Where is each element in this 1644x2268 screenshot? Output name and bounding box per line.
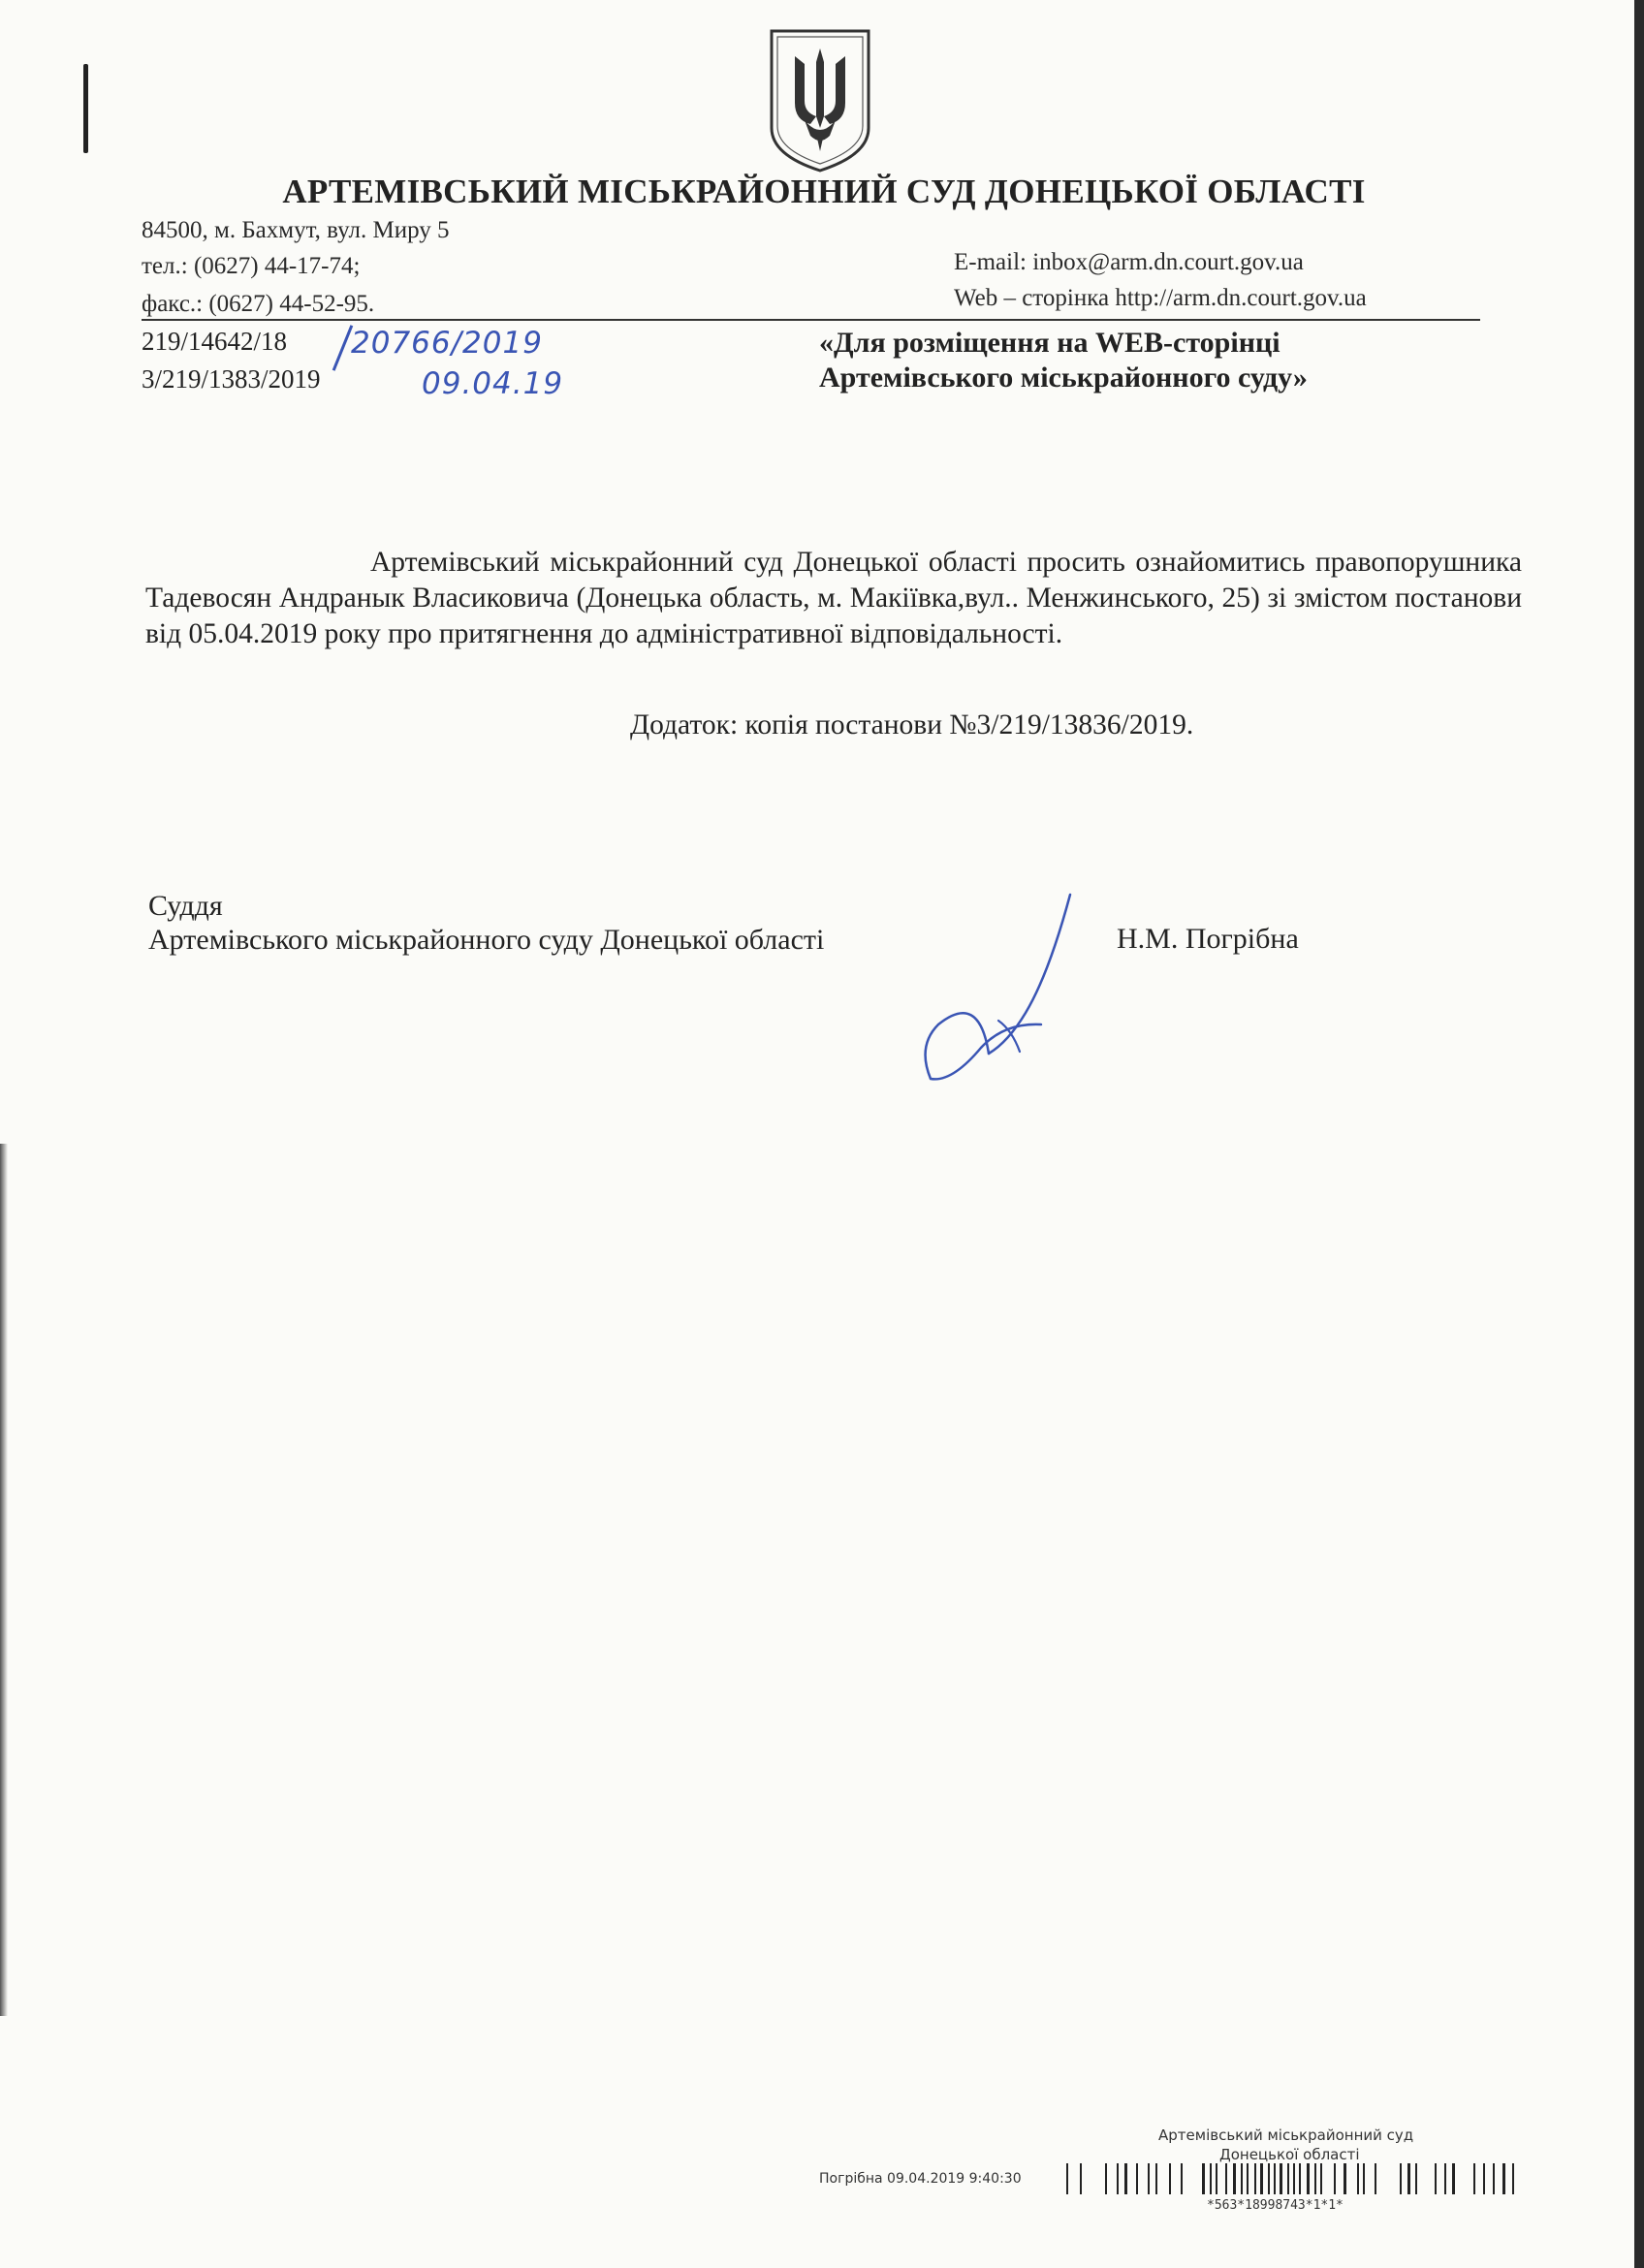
court-title: АРТЕМІВСЬКИЙ МІСЬКРАЙОННИЙ СУД ДОНЕЦЬКОЇ ОБЛАСТІ: [282, 173, 1366, 210]
judge-name: Н.М. Погрібна: [1117, 923, 1299, 955]
main-paragraph: [145, 545, 1522, 652]
court-phone: тел.: (0627) 44-17-74;: [142, 253, 361, 279]
stamp-court-line1: Артемівський міськрайонний суд: [1158, 2126, 1414, 2144]
barcode: [1066, 2163, 1532, 2194]
stamp-court-line2: Донецької області: [1219, 2146, 1360, 2163]
proceeding-number: 3/219/1383/2019: [142, 364, 321, 394]
handwritten-signature: [921, 887, 1086, 1090]
court-website: Web – сторінка http://arm.dn.court.gov.ua: [954, 285, 1367, 311]
court-address: 84500, м. Бахмут, вул. Миру 5: [142, 217, 450, 243]
attachment-note: Додаток: копія постанови №3/219/13836/2019.: [630, 709, 1194, 740]
stamp-registration: Погрібна 09.04.2019 9:40:30: [819, 2171, 1022, 2187]
scan-edge-left: [0, 1144, 8, 2016]
scan-edge-right: [1634, 0, 1644, 2268]
punch-mark: [83, 64, 88, 153]
header-divider: [142, 319, 1480, 321]
case-number: 219/14642/18: [142, 327, 288, 356]
barcode-number: *563*18998743*1*1*: [1207, 2198, 1344, 2213]
publication-note-line2: Артемівського міськрайонного суду»: [819, 362, 1308, 394]
signer-position: Суддя: [148, 890, 223, 922]
handwritten-outgoing-number: 20766/2019: [351, 326, 543, 361]
court-email: E-mail: inbox@arm.dn.court.gov.ua: [954, 249, 1304, 275]
main-paragraph-text: Артемівський міськрайонний суд Донецької області просить ознайомитись правопорушника Тадевосян Андранык Власиковича (Донецька область, м. Макіївка,вул.. Менжинського, 25) зі змістом постанови від 05.04.2019 року про притягнення до адміністративної відповідальності.: [145, 547, 1522, 649]
publication-note-line1: «Для розміщення на WEB-сторінці: [819, 327, 1280, 359]
coat-of-arms-icon: [766, 27, 874, 174]
handwritten-date: 09.04.19: [422, 366, 564, 401]
signer-organization: Артемівського міськрайонного суду Донецької області: [148, 924, 825, 956]
court-fax: факс.: (0627) 44-52-95.: [142, 291, 375, 317]
